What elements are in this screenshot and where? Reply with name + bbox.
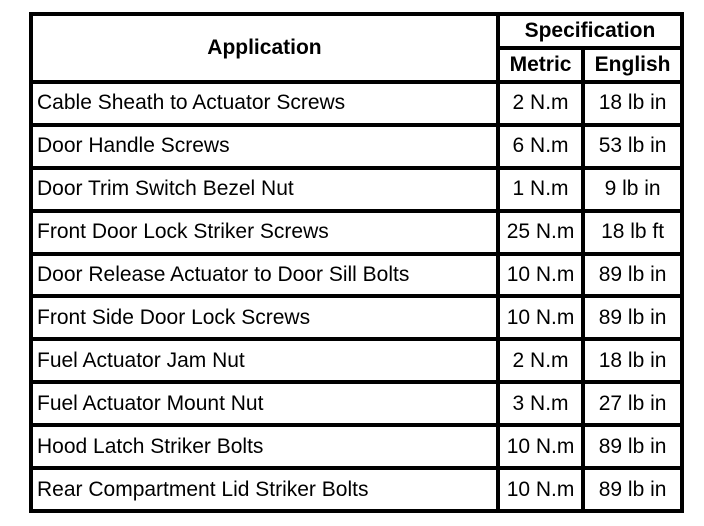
application-cell: Front Door Lock Striker Screws [31,211,498,254]
table-row [31,211,682,254]
english-cell: 27 lb in [583,382,682,425]
english-cell: 9 lb in [583,168,682,211]
header-application: Application [31,14,498,82]
application-cell: Fuel Actuator Mount Nut [31,382,498,425]
header-metric: Metric [498,48,583,82]
metric-cell: 10 N.m [498,254,583,297]
application-cell: Door Release Actuator to Door Sill Bolts [31,254,498,297]
table-row [31,296,682,339]
application-cell: Hood Latch Striker Bolts [31,425,498,468]
metric-cell: 1 N.m [498,168,583,211]
metric-cell: 10 N.m [498,296,583,339]
table-row [31,468,682,511]
table-row [31,168,682,211]
english-cell: 89 lb in [583,425,682,468]
metric-cell: 6 N.m [498,125,583,168]
application-cell: Fuel Actuator Jam Nut [31,339,498,382]
english-cell: 89 lb in [583,468,682,511]
table-row [31,339,682,382]
table-row [31,254,682,297]
table-row [31,382,682,425]
english-cell: 53 lb in [583,125,682,168]
table-row [31,82,682,125]
metric-cell: 25 N.m [498,211,583,254]
application-cell: Door Handle Screws [31,125,498,168]
english-cell: 89 lb in [583,254,682,297]
metric-cell: 2 N.m [498,82,583,125]
english-cell: 18 lb ft [583,211,682,254]
english-cell: 18 lb in [583,339,682,382]
application-cell: Rear Compartment Lid Striker Bolts [31,468,498,511]
metric-cell: 10 N.m [498,425,583,468]
metric-cell: 3 N.m [498,382,583,425]
table-row [31,125,682,168]
english-cell: 89 lb in [583,296,682,339]
fastener-specification-table [29,12,684,513]
header-specification: Specification [498,14,682,48]
application-cell: Front Side Door Lock Screws [31,296,498,339]
application-cell: Cable Sheath to Actuator Screws [31,82,498,125]
application-cell: Door Trim Switch Bezel Nut [31,168,498,211]
metric-cell: 2 N.m [498,339,583,382]
header-english: English [583,48,682,82]
metric-cell: 10 N.m [498,468,583,511]
table-row [31,425,682,468]
english-cell: 18 lb in [583,82,682,125]
